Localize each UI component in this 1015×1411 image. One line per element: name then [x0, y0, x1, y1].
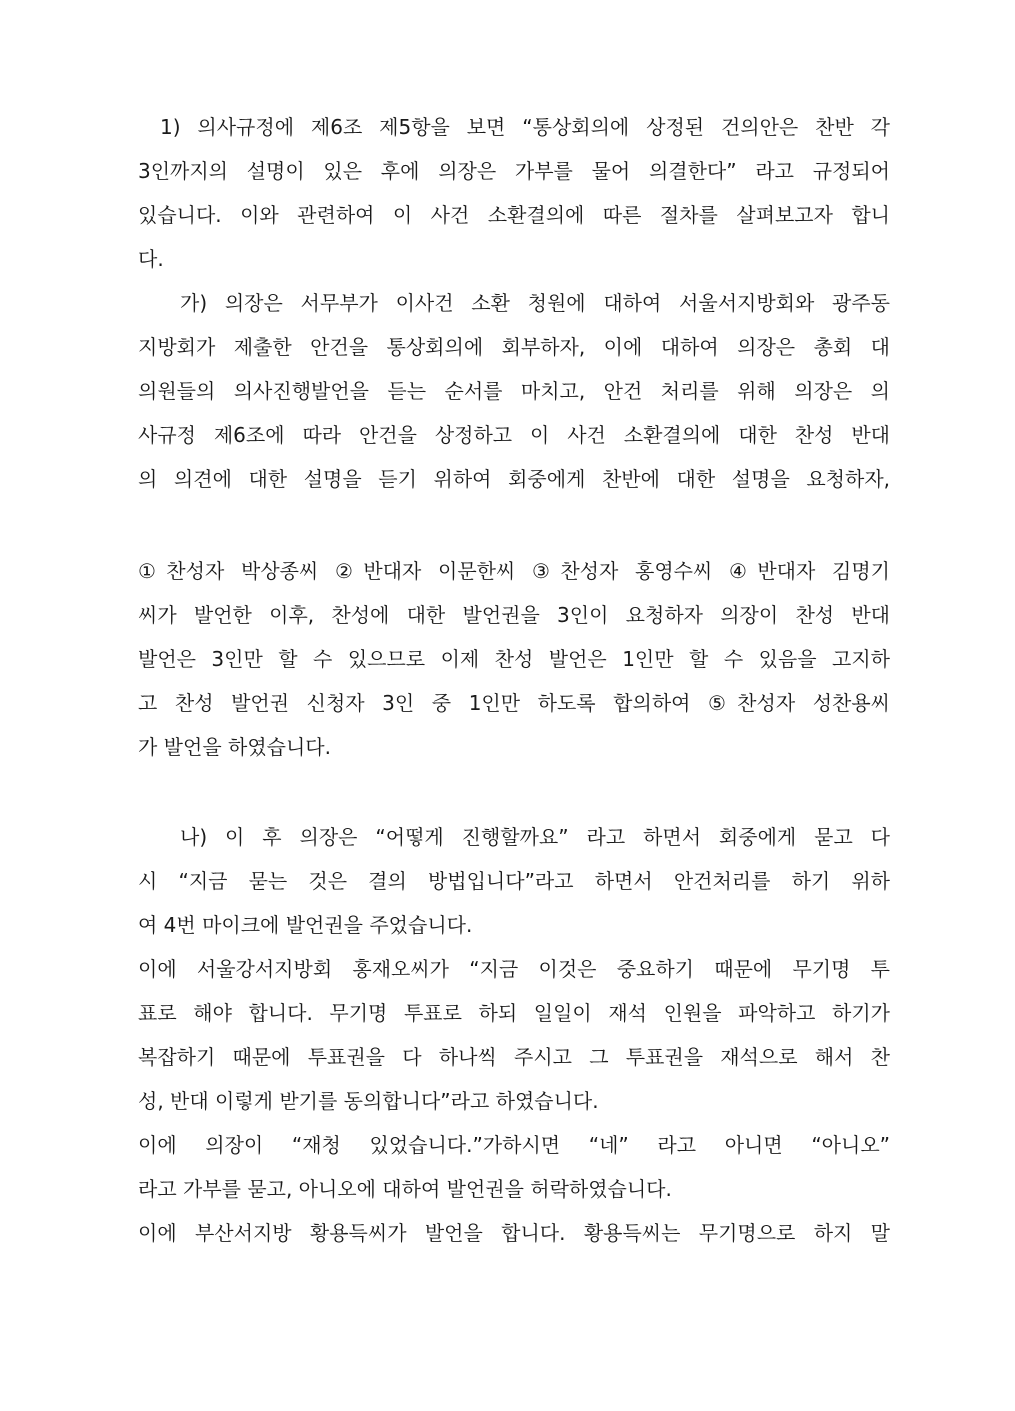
paragraph-hwang-line-1: 이에 부산서지방 황용득씨가 발언을 합니다. 황용득씨는 무기명으로 하지 말 [138, 1221, 890, 1245]
paragraph-na-line-2: 시 “지금 묻는 것은 결의 방법입니다”라고 하면서 안건처리를 하기 위하 [138, 869, 890, 893]
paragraph-speakers-line-1: ①찬성자 박상종씨 ②반대자 이문한씨 ③찬성자 홍영수씨 ④반대자 김명기 [138, 559, 890, 583]
paragraph-speakers-line-5: 가 발언을 하였습니다. [138, 735, 331, 759]
paragraph-na-line-1: 나) 이 후 의장은 “어떻게 진행할까요” 라고 하면서 회중에게 묻고 다 [180, 825, 890, 849]
paragraph-ga-line-2: 지방회가 제출한 안건을 통상회의에 회부하자, 이에 대하여 의장은 총회 대 [138, 335, 890, 359]
paragraph-ga-line-5: 의 의견에 대한 설명을 듣기 위하여 회중에게 찬반에 대한 설명을 요청하자, [138, 467, 890, 491]
paragraph-ga-line-3: 의원들의 의사진행발언을 듣는 순서를 마치고, 안건 처리를 위해 의장은 의 [138, 379, 890, 403]
paragraph-hong-line-1: 이에 서울강서지방회 홍재오씨가 “지금 이것은 중요하기 때문에 무기명 투 [138, 957, 890, 981]
paragraph-1-line-2: 3인까지의 설명이 있은 후에 의장은 가부를 물어 의결한다” 라고 규정되어 [138, 159, 890, 183]
paragraph-speakers-line-4: 고 찬성 발언권 신청자 3인 중 1인만 하도록 합의하여 ⑤찬성자 성찬용씨 [138, 691, 890, 715]
paragraph-chair-line-2: 라고 가부를 묻고, 아니오에 대하여 발언권을 허락하였습니다. [138, 1177, 672, 1201]
paragraph-speakers-line-2: 씨가 발언한 이후, 찬성에 대한 발언권을 3인이 요청하자 의장이 찬성 반대 [138, 603, 890, 627]
paragraph-chair-line-1: 이에 의장이 “재청 있었습니다.”가하시면 “네” 라고 아니면 “아니오” [138, 1133, 890, 1157]
paragraph-1-line-1: 1) 의사규정에 제6조 제5항을 보면 “통상회의에 상정된 건의안은 찬반 각 [160, 115, 890, 139]
paragraph-1-line-4: 다. [138, 247, 164, 271]
paragraph-ga-line-4: 사규정 제6조에 따라 안건을 상정하고 이 사건 소환결의에 대한 찬성 반대 [138, 423, 890, 447]
paragraph-na-line-3: 여 4번 마이크에 발언권을 주었습니다. [138, 913, 473, 937]
paragraph-speakers-line-3: 발언은 3인만 할 수 있으므로 이제 찬성 발언은 1인만 할 수 있음을 고지하 [138, 647, 890, 671]
paragraph-hong-line-4: 성, 반대 이렇게 받기를 동의합니다”라고 하였습니다. [138, 1089, 599, 1113]
paragraph-hong-line-3: 복잡하기 때문에 투표권을 다 하나씩 주시고 그 투표권을 재석으로 해서 찬 [138, 1045, 890, 1069]
paragraph-ga-line-1: 가) 의장은 서무부가 이사건 소환 청원에 대하여 서울서지방회와 광주동 [180, 291, 890, 315]
paragraph-hong-line-2: 표로 해야 합니다. 무기명 투표로 하되 일일이 재석 인원을 파악하고 하기가 [138, 1001, 890, 1025]
paragraph-1-line-3: 있습니다. 이와 관련하여 이 사건 소환결의에 따른 절차를 살펴보고자 합니 [138, 203, 890, 227]
